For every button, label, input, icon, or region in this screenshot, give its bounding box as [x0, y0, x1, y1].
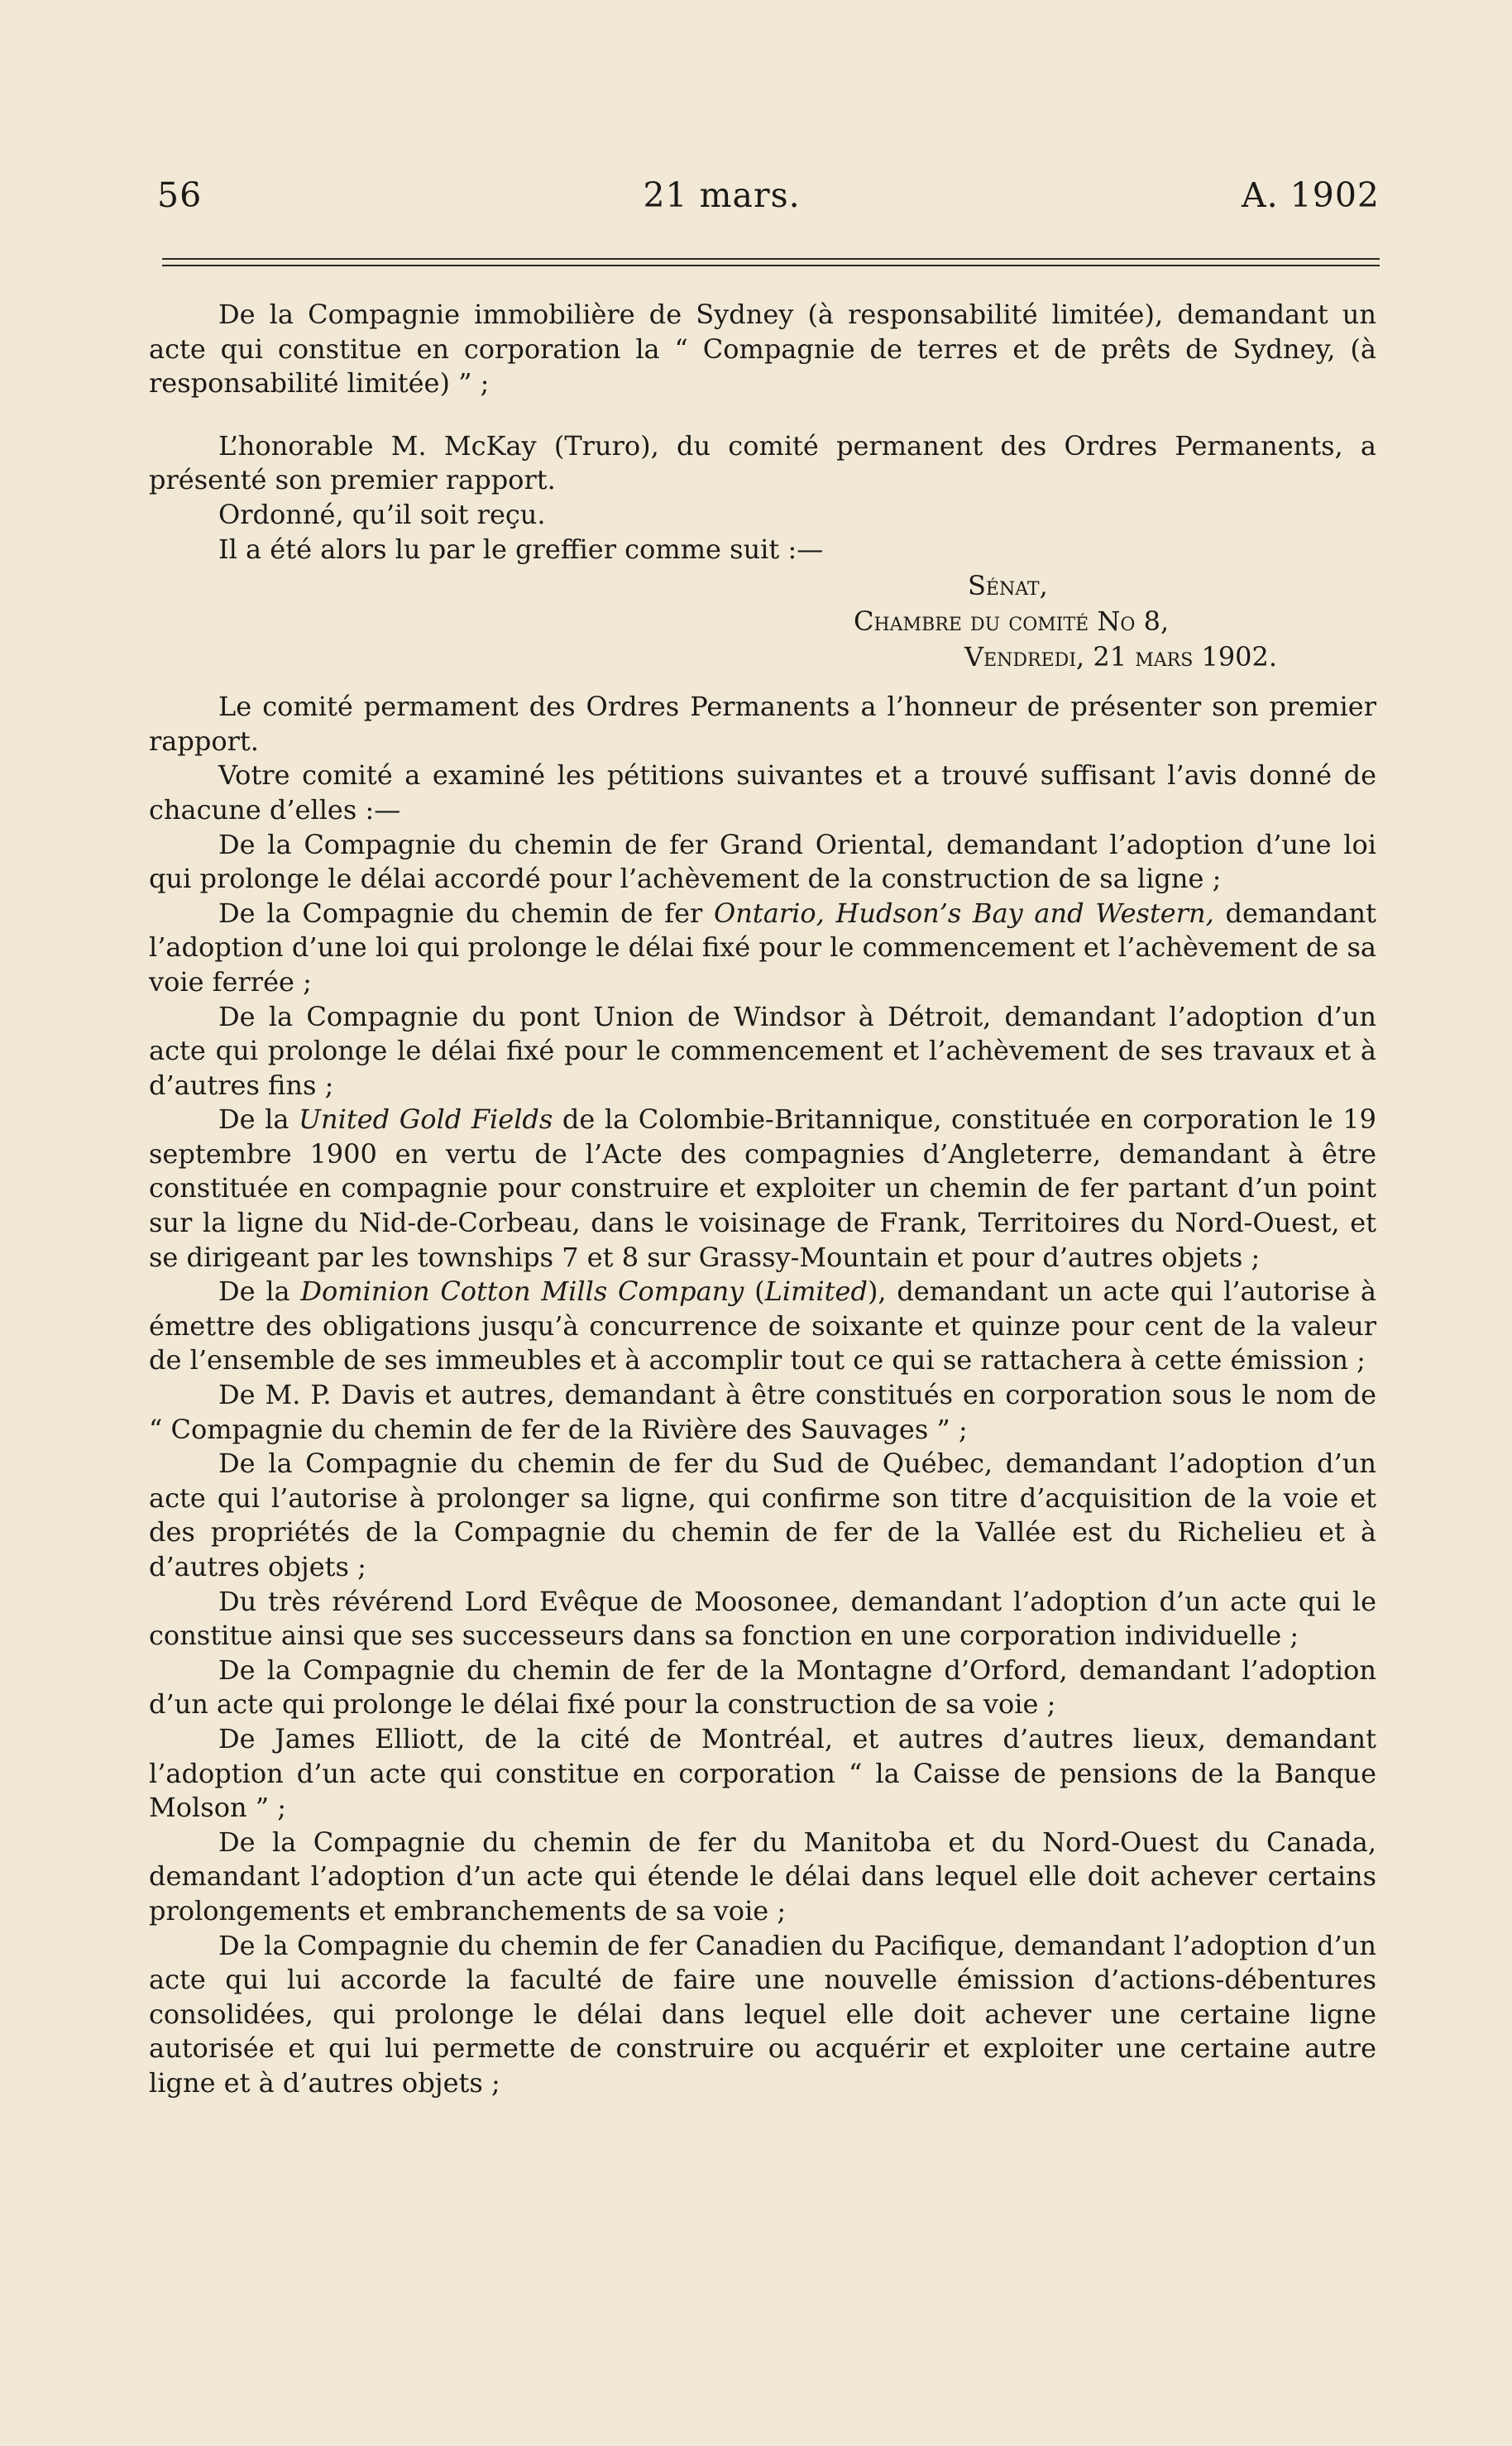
signature-line: Sénat,	[968, 570, 1048, 602]
report-signature	[149, 568, 1376, 675]
page-header	[157, 175, 1380, 215]
header-date: 21 mars.	[643, 175, 801, 215]
paragraph: Du très révérend Lord Evêque de Moosonee, demandant l’adoption d’un acte qui le constitue ainsi que ses successeurs dans sa fonction en une corporation individuelle ;	[149, 1585, 1376, 1652]
paragraph-text: De la	[218, 1103, 299, 1136]
signature-line: Chambre du comité No 8,	[854, 606, 1170, 638]
paragraph-text: De la Compagnie du chemin de fer	[218, 897, 714, 929]
paragraph: De la Compagnie du chemin de fer de la Montagne d’Orford, demandant l’adoption d’un acte qui prolonge le délai fixé pour la construction de sa voie ;	[149, 1654, 1376, 1721]
italic-name: United Gold Fields	[299, 1103, 553, 1136]
paragraph	[149, 1275, 1376, 1378]
italic-name: Dominion Cotton Mills Company	[300, 1276, 744, 1308]
paragraph: De James Elliott, de la cité de Montréal, et autres d’autres lieux, demandant l’adoption d’un acte qui constitue en corporation “ la Caisse de pensions de la Banque Molson ” ;	[149, 1722, 1376, 1824]
paragraph: L’honorable M. McKay (Truro), du comité permanent des Ordres Permanents, a présenté son premier rapport.	[149, 429, 1376, 496]
header-year: A. 1902	[1241, 175, 1380, 215]
paragraph: De la Compagnie du pont Union de Windsor à Détroit, demandant l’adoption d’un acte qui prolonge le délai fixé pour le commencement et l’achèvement de ses travaux et à d’autres fins ;	[149, 1000, 1376, 1101]
paragraph-text: demandant l’adoption d’une loi qui prolonge le délai fixé pour le commencement et l’achèvement de sa voie ferrée ;	[149, 897, 1376, 998]
paragraph: De la Compagnie immobilière de Sydney (à responsabilité limitée), demandant un acte qui constitue en corporation la “ Compagnie de terres et de prêts de Sydney, (à responsabilité limitée) ” ;	[149, 299, 1376, 400]
paragraph: De la Compagnie du chemin de fer Grand Oriental, demandant l’adoption d’une loi qui prolonge le délai accordé pour l’achèvement de la construction de sa ligne ;	[149, 828, 1376, 895]
italic-name: Limited	[764, 1276, 868, 1308]
paragraph-text: ), demandant un acte qui l’autorise à émettre des obligations jusqu’à concurrence de soixante et quinze pour cent de la valeur de l’ensemble de ses immeubles et à accomplir tout ce qui se rattachera à cette émission ;	[149, 1276, 1377, 1376]
italic-name: Ontario, Hudson’s Bay and Western,	[714, 897, 1214, 929]
paragraph: Il a été alors lu par le greffier comme suit :—	[218, 533, 824, 565]
paragraph-text: de la Colombie-Britannique, constituée en corporation le 19 septembre 1900 en vertu de l’Acte des compagnies d’Angleterre, demandant à être constituée en compagnie pour construire et exploiter un chemin de fer partant d’un point sur la ligne du Nid-de-Corbeau, dans le voisinage de Frank, Territoires du Nord-Ouest, et se dirigeant par les townships 7 et 8 sur Grassy-Mountain et pour d’autres objets ;	[149, 1103, 1377, 1273]
signature-line: Vendredi, 21 mars 1902.	[964, 641, 1278, 673]
paragraph-text: De la	[218, 1276, 301, 1308]
paragraph: Votre comité a examiné les pétitions suivantes et a trouvé suffisant l’avis donné de chacune d’elles :—	[149, 759, 1376, 826]
paragraph-text: (	[744, 1276, 765, 1308]
document-body	[149, 298, 1376, 2101]
paragraph: Le comité permament des Ordres Permanents a l’honneur de présenter son premier rapport.	[149, 691, 1376, 757]
paragraph: Ordonné, qu’il soit reçu.	[218, 498, 546, 530]
paragraph	[149, 1103, 1376, 1275]
paragraph	[149, 897, 1376, 1000]
paragraph: De M. P. Davis et autres, demandant à être constitués en corporation sous le nom de “ Compagnie du chemin de fer de la Rivière des Sauvages ” ;	[149, 1379, 1376, 1445]
paragraph: De la Compagnie du chemin de fer du Sud de Québec, demandant l’adoption d’un acte qui l’autorise à prolonger sa ligne, qui confirme son titre d’acquisition de la voie et des propriétés de la Compagnie du chemin de fer de la Vallée est du Richelieu et à d’autres objets ;	[149, 1448, 1376, 1582]
page-number: 56	[157, 175, 203, 215]
paragraph: De la Compagnie du chemin de fer du Manitoba et du Nord-Ouest du Canada, demandant l’adoption d’un acte qui étende le délai dans lequel elle doit achever certains prolongements et embranchements de sa voie ;	[149, 1826, 1376, 1927]
header-rule	[162, 258, 1380, 266]
paragraph: De la Compagnie du chemin de fer Canadien du Pacifique, demandant l’adoption d’un acte qui lui accorde la faculté de faire une nouvelle émission d’actions-débentures consolidées, qui prolonge le délai dans lequel elle doit achever une certaine ligne autorisée et qui lui permette de construire ou acquérir et exploiter une certaine autre ligne et à d’autres objets ;	[149, 1929, 1376, 2099]
